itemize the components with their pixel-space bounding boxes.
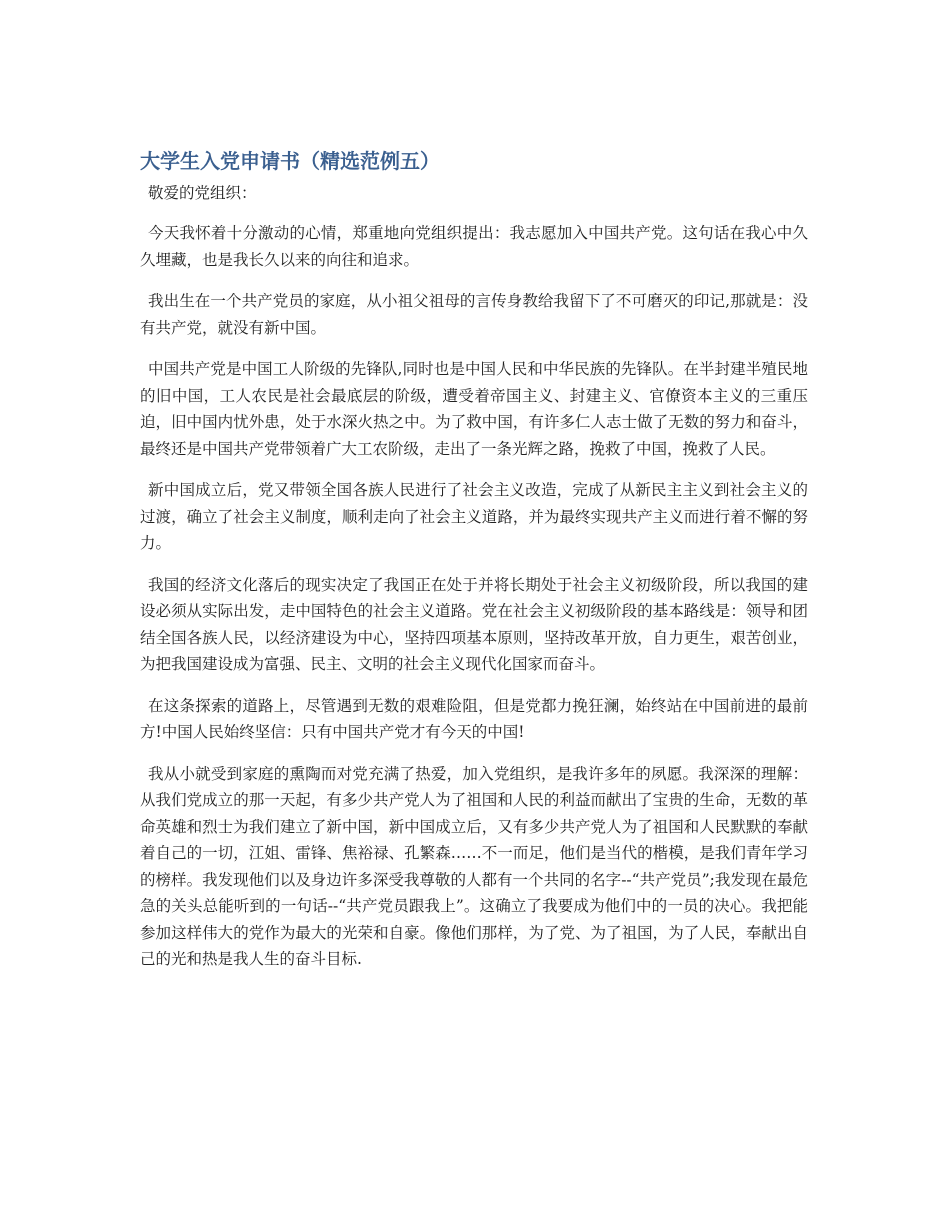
paragraph-5: 我国的经济文化落后的现实决定了我国正在处于并将长期处于社会主义初级阶段，所以我国的建设必须从实际出发，走中国特色的社会主义道路。党在社会主义初级阶段的基本路线是：领导和团结全国各族人民，以经济建设为中心，坚持四项基本原则，坚持改革开放，自力更生，艰苦创业，为把我国建设成为富强、民主、文明的社会主义现代化国家而奋斗。 bbox=[140, 575, 808, 673]
paragraph-3: 中国共产党是中国工人阶级的先锋队,同时也是中国人民和中华民族的先锋队。在半封建半殖民地的旧中国，工人农民是社会最底层的阶级，遭受着帝国主义、封建主义、官僚资本主义的三重压迫，旧中国内忧外患，处于水深火热之中。为了救中国，有许多仁人志士做了无数的努力和奋斗，最终还是中国共产党带领着广大工农阶级，走出了一条光辉之路，挽救了中国，挽救了人民。 bbox=[140, 360, 808, 458]
paragraph-2: 我出生在一个共产党员的家庭，从小祖父祖母的言传身教给我留下了不可磨灭的印记,那就是：没有共产党，就没有新中国。 bbox=[140, 292, 808, 337]
document-title: 大学生入党申请书（精选范例五） bbox=[140, 149, 440, 173]
salutation: 敬爱的党组织： bbox=[148, 184, 257, 202]
document-page bbox=[140, 146, 808, 988]
paragraph-1: 今天我怀着十分激动的心情，郑重地向党组织提出：我志愿加入中国共产党。这句话在我心中久久埋藏，也是我长久以来的向往和追求。 bbox=[140, 224, 808, 269]
paragraph-6: 在这条探索的道路上，尽管遇到无数的艰难险阻，但是党都力挽狂澜，始终站在中国前进的最前方!中国人民始终坚信：只有中国共产党才有今天的中国! bbox=[140, 696, 808, 741]
paragraph-4: 新中国成立后，党又带领全国各族人民进行了社会主义改造，完成了从新民主主义到社会主义的过渡，确立了社会主义制度，顺利走向了社会主义道路，并为最终实现共产主义而进行着不懈的努力。 bbox=[140, 481, 808, 552]
paragraph-7: 我从小就受到家庭的熏陶而对党充满了热爱，加入党组织，是我许多年的夙愿。我深深的理解：从我们党成立的那一天起，有多少共产党人为了祖国和人民的利益而献出了宝贵的生命，无数的革命英雄和烈士为我们建立了新中国，新中国成立后，又有多少共产党人为了祖国和人民默默的奉献着自己的一切，江姐、雷锋、焦裕禄、孔繁森……不一而足，他们是当代的楷模，是我们青年学习的榜样。我发现他们以及身边许多深受我尊敬的人都有一个共同的名字--“共产党员”;我发现在最危急的关头总能听到的一句话--“共产党员跟我上”。这确立了我要成为他们中的一员的决心。我把能参加这样伟大的党作为最大的光荣和自豪。像他们那样，为了党、为了祖国，为了人民，奉献出自己的光和热是我人生的奋斗目标. bbox=[140, 764, 808, 968]
